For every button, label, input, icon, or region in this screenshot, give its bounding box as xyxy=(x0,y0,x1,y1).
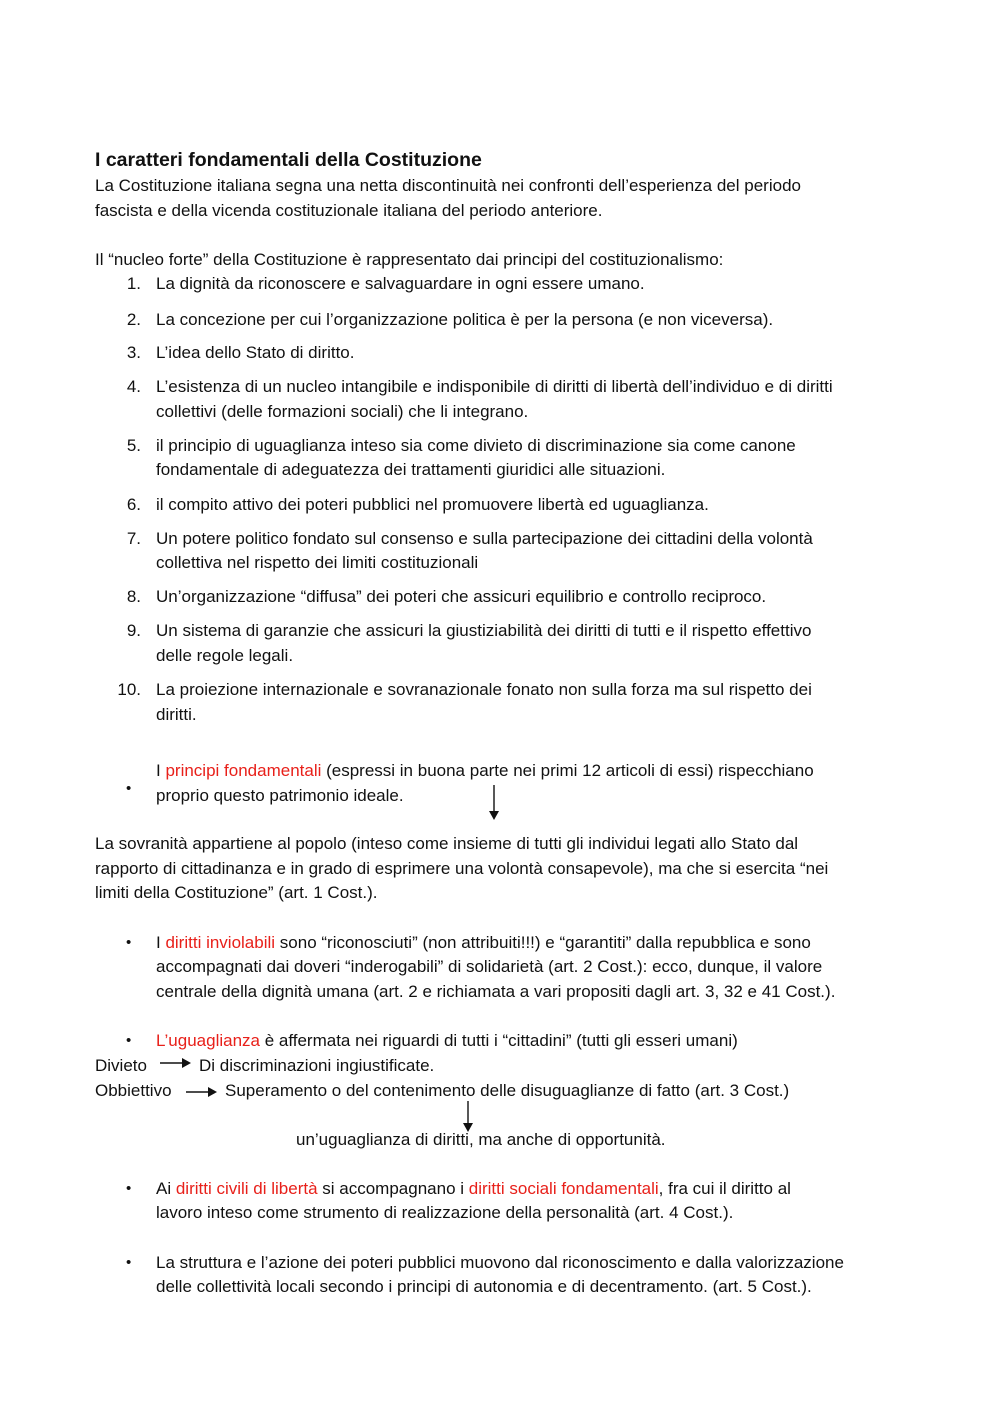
bullet-diritti-line-3: centrale della dignità umana (art. 2 e richiamata a vari propositi dagli art. 3, 32 e 41 Cost.). xyxy=(156,982,836,1001)
bullet-marker: • xyxy=(126,1180,132,1197)
right-arrow-icon xyxy=(186,1085,218,1099)
list-item-number: 4. xyxy=(126,377,141,396)
right-arrow-icon xyxy=(160,1056,192,1070)
bullet-principi-line-1 xyxy=(156,759,814,783)
down-arrow-icon xyxy=(487,785,501,821)
list-item-continuation: delle regole legali. xyxy=(156,646,294,665)
uguaglianza-result: un’uguaglianza di diritti, ma anche di opportunità. xyxy=(296,1130,666,1149)
list-item-number: 5. xyxy=(126,436,141,455)
text-span: è affermata nei riguardi di tutti i “cittadini” (tutti gli esseri umani) xyxy=(259,1031,738,1050)
bullet-marker: • xyxy=(126,1032,132,1049)
list-item: L’esistenza di un nucleo intangibile e indisponibile di diritti di libertà dell’individuo e di diritti xyxy=(156,377,833,396)
bullet-marker: • xyxy=(126,934,132,951)
list-item: il principio di uguaglianza inteso sia come divieto di discriminazione sia come canone xyxy=(156,436,796,455)
text-span: I xyxy=(156,761,166,780)
list-item-continuation: collettivi (delle formazioni sociali) che li integrano. xyxy=(156,402,529,421)
list-item: L’idea dello Stato di diritto. xyxy=(156,343,355,362)
list-item: La proiezione internazionale e sovranazionale fonato non sulla forza ma sul rispetto dei xyxy=(156,680,812,699)
list-item: Un’organizzazione “diffusa” dei poteri che assicuri equilibrio e controllo reciproco. xyxy=(156,587,767,606)
list-item-continuation: collettiva nel rispetto dei limiti costituzionali xyxy=(156,553,479,572)
list-item: Un sistema di garanzie che assicuri la giustiziabilità dei diritti di tutti e il rispetto effettivo xyxy=(156,621,812,640)
intro-line-1: La Costituzione italiana segna una netta discontinuità nei confronti dell’esperienza del periodo xyxy=(95,176,801,195)
bullet-marker: • xyxy=(126,1254,132,1271)
text-span: si accompagnano i xyxy=(317,1179,469,1198)
list-item: La concezione per cui l’organizzazione politica è per la persona (e non viceversa). xyxy=(156,310,774,329)
bullet-principi-line-2: proprio questo patrimonio ideale. xyxy=(156,786,404,805)
sovranita-line-1: La sovranità appartiene al popolo (inteso come insieme di tutti gli individui legati allo Stato dal xyxy=(95,834,799,853)
text-span: sono “riconosciuti” (non attribuiti!!!) e “garantiti” dalla repubblica e sono xyxy=(275,933,811,952)
list-item: il compito attivo dei poteri pubblici nel promuovere libertà ed uguaglianza. xyxy=(156,495,709,514)
highlight-diritti-inviolabili: diritti inviolabili xyxy=(165,933,276,952)
list-item-number: 2. xyxy=(126,310,141,329)
page-title: I caratteri fondamentali della Costituzione xyxy=(95,149,482,171)
obbiettivo-label: Obbiettivo xyxy=(95,1081,172,1100)
list-item: La dignità da riconoscere e salvaguardare in ogni essere umano. xyxy=(156,274,645,293)
divieto-text: Di discriminazioni ingiustificate. xyxy=(199,1056,435,1075)
bullet-struttura-line-1: La struttura e l’azione dei poteri pubblici muovono dal riconoscimento e dalla valorizzazione xyxy=(156,1253,844,1272)
list-item-number: 3. xyxy=(126,343,141,362)
text-span: , fra cui il diritto al xyxy=(658,1179,791,1198)
list-item-number: 6. xyxy=(126,495,141,514)
list-item: Un potere politico fondato sul consenso e sulla partecipazione dei cittadini della volontà xyxy=(156,529,813,548)
intro-line-2: fascista e della vicenda costituzionale italiana del periodo anteriore. xyxy=(95,201,603,220)
highlight-uguaglianza: L’uguaglianza xyxy=(156,1031,260,1050)
list-item-continuation: diritti. xyxy=(156,705,197,724)
divieto-label: Divieto xyxy=(95,1056,147,1075)
sovranita-line-2: rapporto di cittadinanza e in grado di esprimere una volontà consapevole), ma che si esercita “nei xyxy=(95,859,829,878)
list-item-number: 10. xyxy=(117,680,141,699)
obbiettivo-text: Superamento o del contenimento delle disuguaglianze di fatto (art. 3 Cost.) xyxy=(225,1081,790,1100)
bullet-marker: • xyxy=(126,780,132,797)
bullet-civili-line-2: lavoro inteso come strumento di realizzazione della personalità (art. 4 Cost.). xyxy=(156,1203,734,1222)
highlight-diritti-sociali: diritti sociali fondamentali xyxy=(468,1179,659,1198)
bullet-diritti-line-1 xyxy=(156,931,811,955)
highlight-principi-fondamentali: principi fondamentali xyxy=(165,761,322,780)
bullet-civili-line-1 xyxy=(156,1177,791,1201)
nucleo-intro: Il “nucleo forte” della Costituzione è rappresentato dai principi del costituzionalismo: xyxy=(95,250,724,269)
list-item-number: 1. xyxy=(126,274,141,293)
list-item-number: 8. xyxy=(126,587,141,606)
sovranita-line-3: limiti della Costituzione” (art. 1 Cost.). xyxy=(95,883,378,902)
highlight-diritti-civili: diritti civili di libertà xyxy=(175,1179,318,1198)
list-item-number: 9. xyxy=(126,621,141,640)
bullet-diritti-line-2: accompagnati dai doveri “inderogabili” di solidarietà (art. 2 Cost.): ecco, dunque, il valore xyxy=(156,957,823,976)
bullet-struttura-line-2: delle collettività locali secondo i principi di autonomia e di decentramento. (art. 5 Cost.). xyxy=(156,1277,812,1296)
list-item-number: 7. xyxy=(126,529,141,548)
text-span: I xyxy=(156,933,166,952)
text-span: Ai xyxy=(156,1179,176,1198)
bullet-uguaglianza-line xyxy=(156,1029,738,1053)
text-span: (espressi in buona parte nei primi 12 articoli di essi) rispecchiano xyxy=(321,761,814,780)
list-item-continuation: fondamentale di adeguatezza dei trattamenti giuridici alle situazioni. xyxy=(156,460,666,479)
